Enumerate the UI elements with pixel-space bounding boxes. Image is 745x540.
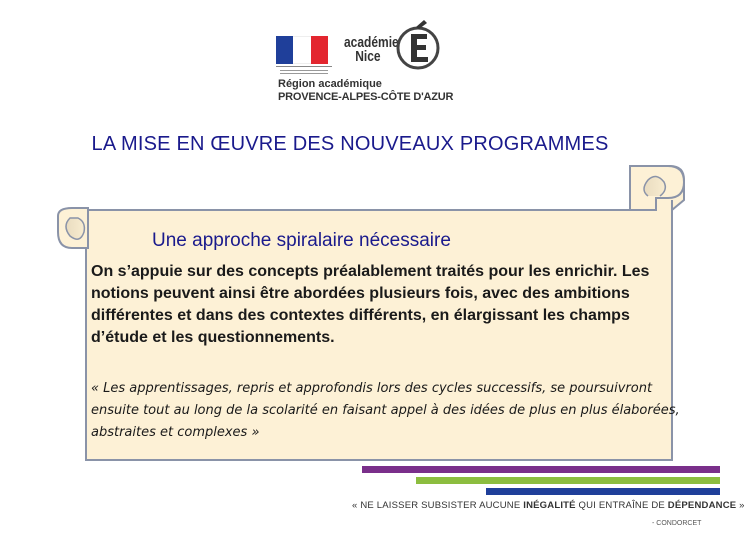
footer-bar-blue <box>486 488 720 495</box>
footer-author: - CONDORCET <box>652 520 702 527</box>
page-title: LA MISE EN ŒUVRE DES NOUVEAUX PROGRAMMES <box>91 133 609 155</box>
region-name: PROVENCE-ALPES-CÔTE D'AZUR <box>278 91 454 103</box>
academie-wordmark: académie Nice <box>344 34 399 65</box>
region-label: Région académique <box>278 78 382 90</box>
scroll-body-text: On s’appuie sur des concepts préalablement traités pour les enrichir. Les notions peuvent ainsi être abordées plusieurs fois, avec des ambitions différentes et dans des contextes différents, en élargissant les champs d’étude et les questionnements. <box>91 263 650 346</box>
scroll-subtitle: Une approche spiralaire nécessaire <box>152 230 451 251</box>
footer-bar-green <box>416 477 720 484</box>
footer-bar-purple <box>362 466 720 473</box>
scroll-quote: « Les apprentissages, repris et approfondis lors des cycles successifs, se poursuivront ensuite tout au long de la scolarité en faisant appel à des idées de plus en plus élaborées, abstraites et complexes » <box>91 381 680 440</box>
footer-slogan: « NE LAISSER SUBSISTER AUCUNE INÉGALITÉ QUI ENTRAÎNE DE DÉPENDANCE » <box>352 500 745 511</box>
